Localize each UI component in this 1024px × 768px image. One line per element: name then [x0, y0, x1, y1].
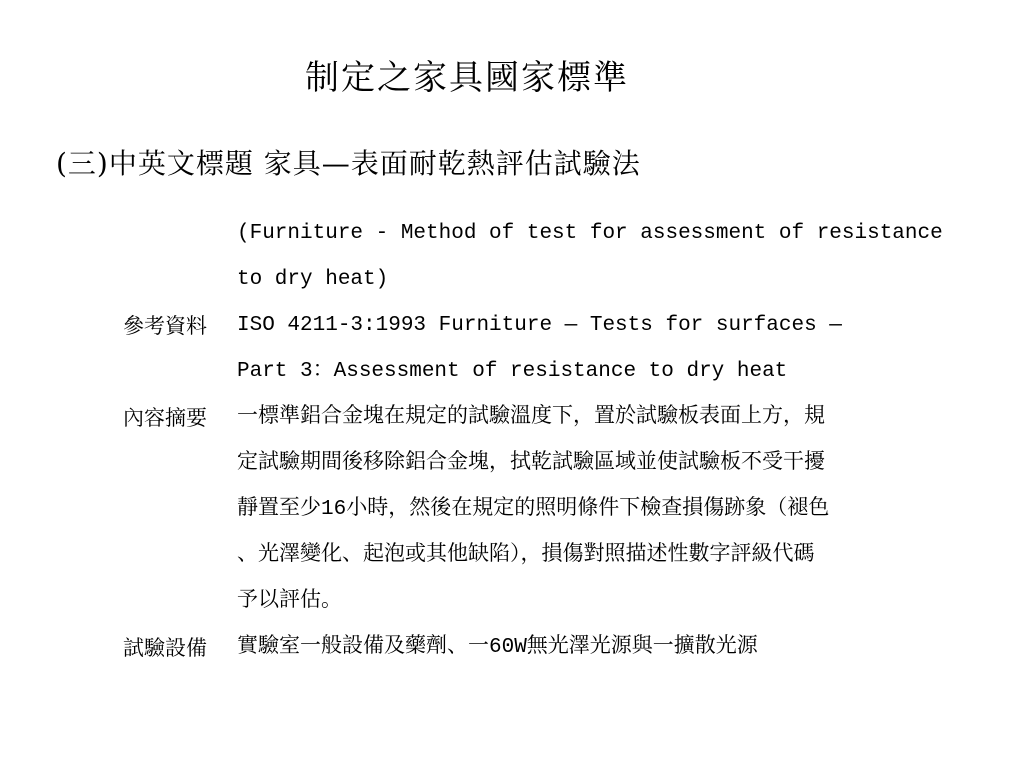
standard-subtitle: (三)中英文標題 家具—表面耐乾熱評估試驗法: [56, 147, 641, 180]
summary-line: 靜置至少16小時，然後在規定的照明條件下檢查損傷跡象（褪色: [237, 498, 830, 521]
equipment-line: 實驗室一般設備及藥劑、一60W無光澤光源與一擴散光源: [237, 636, 758, 659]
reference-line: Part 3：Assessment of resistance to dry heat: [237, 360, 788, 383]
reference-label: 參考資料: [123, 314, 207, 338]
english-title: [237, 211, 957, 303]
summary-line: 、光澤變化、起泡或其他缺陷），損傷對照描述性數字評級代碼: [237, 544, 815, 567]
summary-content: [237, 395, 957, 625]
summary-label: 內容摘要: [123, 406, 207, 430]
summary-line: 予以評估。: [237, 590, 342, 613]
summary-line: 定試驗期間後移除鋁合金塊，拭乾試驗區域並使試驗板不受干擾: [237, 452, 825, 475]
reference-line: ISO 4211-3:1993 Furniture — Tests for surfaces —: [237, 314, 842, 337]
summary-line: 一標準鋁合金塊在規定的試驗溫度下，置於試驗板表面上方，規: [237, 406, 825, 429]
equipment-content: [237, 625, 957, 671]
english-title-line: to dry heat): [237, 268, 389, 291]
english-title-line: (Furniture - Method of test for assessment of resistance: [237, 222, 943, 245]
reference-content: [237, 303, 957, 395]
equipment-label: 試驗設備: [123, 636, 207, 660]
slide-title: 制定之家具國家標準: [305, 58, 629, 98]
